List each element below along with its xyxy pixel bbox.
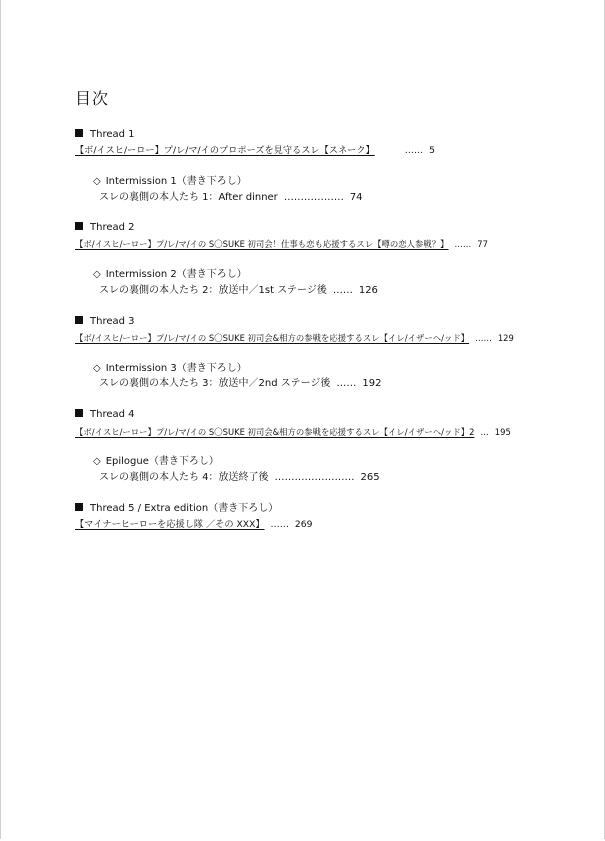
thread-1-heading <box>75 129 135 141</box>
diamond-bullet-icon: ◇ <box>93 363 101 374</box>
thread-3-entry[interactable] <box>75 332 514 344</box>
thread-4-entry[interactable] <box>75 426 511 438</box>
thread-5-entry[interactable] <box>75 519 312 531</box>
thread-heading-label: Thread 4 <box>90 409 135 420</box>
thread-heading-label: Thread 2 <box>90 222 135 233</box>
square-bullet-icon <box>75 222 83 230</box>
intermission-1-heading <box>93 176 247 188</box>
intermission-1-title[interactable]: スレの裏側の本人たち 1：After dinner <box>99 192 278 203</box>
epilogue-heading <box>93 456 219 468</box>
intermission-2-entry[interactable] <box>99 285 378 297</box>
page-number: 126 <box>358 285 378 296</box>
intermission-1-entry[interactable] <box>99 192 363 204</box>
intermission-2-heading <box>93 269 247 281</box>
square-bullet-icon <box>75 503 83 511</box>
page-number: 129 <box>497 333 514 343</box>
page-number: 192 <box>362 378 382 389</box>
leader-dots: …… <box>336 378 357 389</box>
epilogue-entry[interactable] <box>99 472 380 484</box>
leader-dots: ……………… <box>283 192 344 203</box>
square-bullet-icon <box>75 129 83 137</box>
leader-dots: …………………… <box>274 472 355 483</box>
page-number: 77 <box>477 239 488 249</box>
page-number: 5 <box>429 145 435 156</box>
intermission-heading-label: Intermission 1（書き下ろし） <box>105 176 247 187</box>
diamond-bullet-icon: ◇ <box>93 269 101 280</box>
intermission-3-heading <box>93 363 247 375</box>
thread-5-title-link[interactable]: 【マイナーヒーローを応援し隊 ／その XXX】 <box>75 519 265 530</box>
leader-dots: …… <box>270 519 289 530</box>
thread-heading-label: Thread 5 / Extra edition（書き下ろし） <box>90 503 279 514</box>
thread-1-entry[interactable] <box>75 145 435 157</box>
leader-dots: …… <box>404 145 424 156</box>
diamond-bullet-icon: ◇ <box>93 456 101 467</box>
thread-4-title-link[interactable]: 【ボ/イスヒ/ーロー】プ/レ/マ/イの S〇SUKE 初司会&相方の参戦を応援するスレ【イレ/イザーヘ/ッド】2 <box>75 427 475 437</box>
thread-4-heading <box>75 409 135 421</box>
intermission-2-title[interactable]: スレの裏側の本人たち 2：放送中／1st ステージ後 <box>99 285 327 296</box>
thread-heading-label: Thread 1 <box>90 129 135 140</box>
intermission-3-title[interactable]: スレの裏側の本人たち 3：放送中／2nd ステージ後 <box>99 378 331 389</box>
thread-1-title-link[interactable]: 【ボ/イスヒ/ーロー】プ/レ/マ/イのプロポーズを見守るスレ【スネーク】 <box>75 145 375 156</box>
thread-3-title-link[interactable]: 【ボ/イスヒ/ーロー】プ/レ/マ/イの S〇SUKE 初司会&相方の参戦を応援するスレ【イレ/イザーヘ/ッド】 <box>75 333 470 343</box>
thread-2-title-link[interactable]: 【ボ/イスヒ/ーロー】プ/レ/マ/イの S〇SUKE 初司会！仕事も恋も応援するスレ【噂の恋人参戦？】 <box>75 239 449 249</box>
toc-title: 目次 <box>75 89 110 108</box>
page-number: 195 <box>494 427 511 437</box>
leader-dots: … <box>480 427 489 437</box>
thread-3-heading <box>75 316 135 328</box>
thread-heading-label: Thread 3 <box>90 316 135 327</box>
square-bullet-icon <box>75 409 83 417</box>
square-bullet-icon <box>75 316 83 324</box>
intermission-heading-label: Intermission 2（書き下ろし） <box>105 269 247 280</box>
diamond-bullet-icon: ◇ <box>93 176 101 187</box>
intermission-heading-label: Intermission 3（書き下ろし） <box>105 363 247 374</box>
thread-2-entry[interactable] <box>75 238 488 250</box>
page-number: 265 <box>360 472 380 483</box>
thread-5-heading <box>75 503 278 515</box>
intermission-3-entry[interactable] <box>99 378 381 390</box>
page-number: 269 <box>294 519 313 530</box>
page-number: 74 <box>349 192 363 203</box>
leader-dots: …… <box>454 239 472 249</box>
epilogue-heading-label: Epilogue（書き下ろし） <box>105 456 219 467</box>
leader-dots: …… <box>475 333 492 343</box>
epilogue-title[interactable]: スレの裏側の本人たち 4：放送終了後 <box>99 472 269 483</box>
thread-2-heading <box>75 222 135 234</box>
leader-dots: …… <box>332 285 353 296</box>
